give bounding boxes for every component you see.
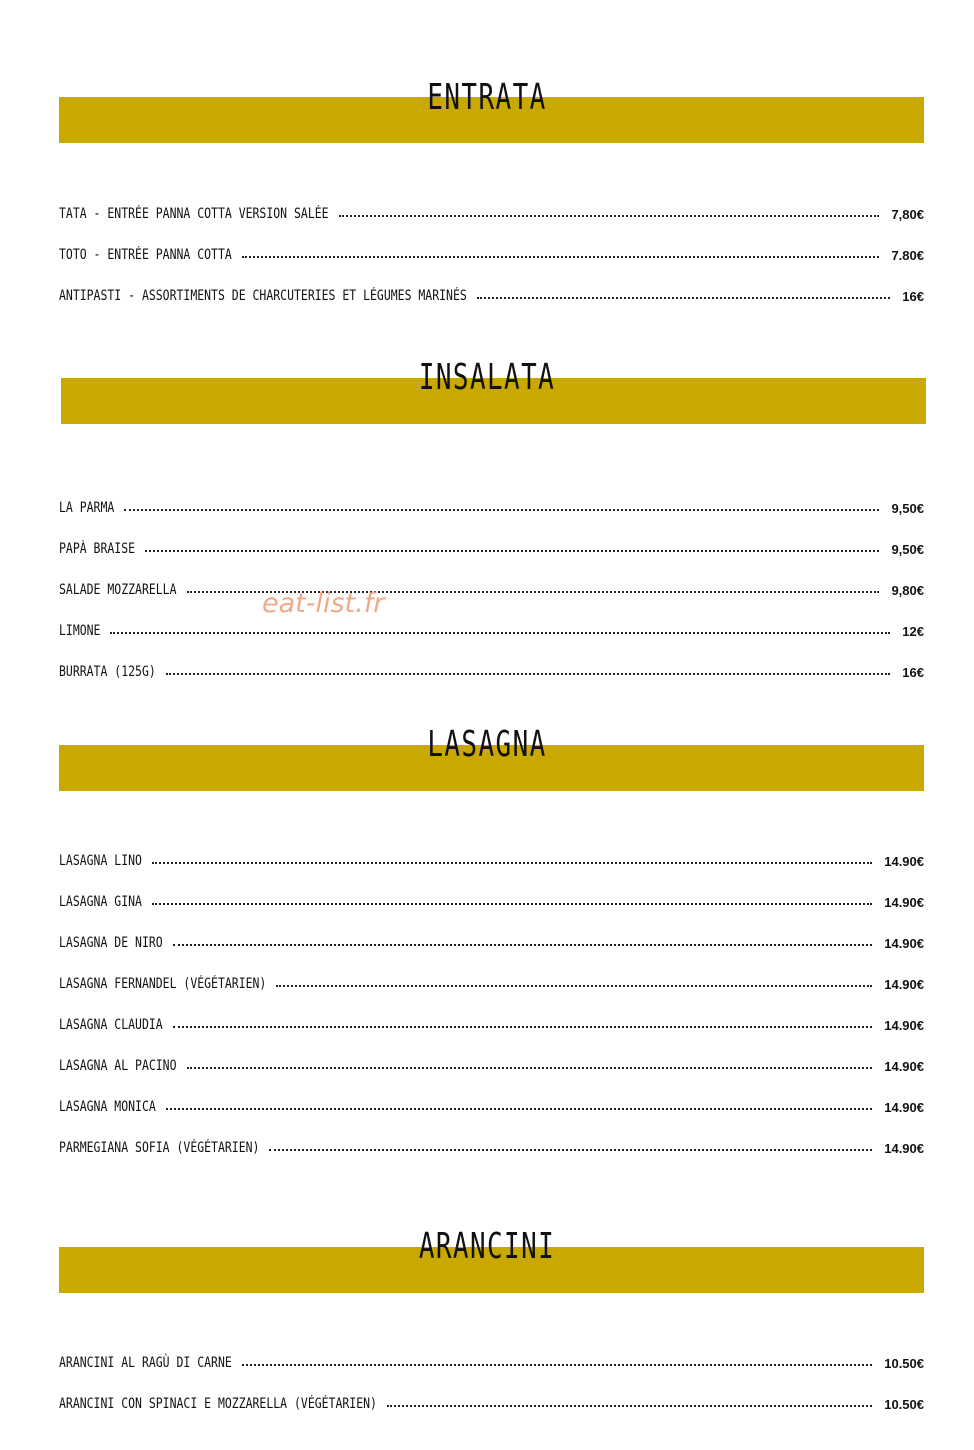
item-name: SALADE MOZZARELLA <box>59 582 177 598</box>
item-price: 14.90€ <box>884 853 924 869</box>
menu-item <box>59 1138 924 1158</box>
item-price: 7.80€ <box>891 247 924 263</box>
section-title: ARANCINI <box>418 1226 556 1267</box>
menu-item <box>59 245 924 265</box>
item-price: 12€ <box>902 623 924 639</box>
watermark-text: eat-list.fr <box>262 588 385 619</box>
dotted-leader <box>173 1026 873 1028</box>
dotted-leader <box>339 215 880 217</box>
menu-item <box>59 204 924 224</box>
item-name: LASAGNA GINA <box>59 894 142 910</box>
dotted-leader <box>173 944 873 946</box>
dotted-leader <box>187 1067 873 1069</box>
dotted-leader <box>477 297 891 299</box>
dotted-leader <box>152 903 872 905</box>
item-name: LIMONE <box>59 623 101 639</box>
menu-item <box>59 851 924 871</box>
item-price: 7,80€ <box>891 206 924 222</box>
item-price: 14.90€ <box>884 1099 924 1115</box>
menu-item <box>59 1015 924 1035</box>
section-title: INSALATA <box>418 357 556 398</box>
item-price: 14.90€ <box>884 1058 924 1074</box>
item-price: 10.50€ <box>884 1355 924 1371</box>
menu-item <box>59 286 924 306</box>
dotted-leader <box>242 256 880 258</box>
item-name: ARANCINI CON SPINACI E MOZZARELLA (VÉGÉTARIEN) <box>59 1396 377 1412</box>
item-name: PAPÀ BRAISE <box>59 541 136 557</box>
menu-item <box>59 662 924 682</box>
dotted-leader <box>276 985 872 987</box>
menu-item <box>59 933 924 953</box>
item-name: LASAGNA LINO <box>59 853 142 869</box>
dotted-leader <box>269 1149 872 1151</box>
item-name: LASAGNA FERNANDEL (VÉGÉTARIEN) <box>59 976 267 992</box>
section-title: LASAGNA <box>427 724 547 765</box>
item-price: 16€ <box>902 664 924 680</box>
dotted-leader <box>124 509 879 511</box>
item-name: LASAGNA MONICA <box>59 1099 156 1115</box>
menu-item <box>59 1394 924 1414</box>
item-price: 10.50€ <box>884 1396 924 1412</box>
dotted-leader <box>152 862 872 864</box>
item-price: 14.90€ <box>884 1017 924 1033</box>
dotted-leader <box>387 1405 872 1407</box>
menu-item <box>59 1056 924 1076</box>
menu-item <box>59 539 924 559</box>
item-price: 9,80€ <box>891 582 924 598</box>
item-price: 9,50€ <box>891 541 924 557</box>
item-price: 14.90€ <box>884 935 924 951</box>
item-name: ANTIPASTI - ASSORTIMENTS DE CHARCUTERIES ET LÉGUMES MARINÉS <box>59 288 467 304</box>
menu-item <box>59 498 924 518</box>
dotted-leader <box>166 1108 872 1110</box>
item-name: PARMEGIANA SOFIA (VÉGÉTARIEN) <box>59 1140 260 1156</box>
menu-item <box>59 974 924 994</box>
menu-item <box>59 580 924 600</box>
item-name: LA PARMA <box>59 500 115 516</box>
item-name: LASAGNA CLAUDIA <box>59 1017 163 1033</box>
menu-item <box>59 1097 924 1117</box>
item-name: ARANCINI AL RAGÙ DI CARNE <box>59 1355 232 1371</box>
item-name: LASAGNA DE NIRO <box>59 935 163 951</box>
item-price: 14.90€ <box>884 976 924 992</box>
dotted-leader <box>145 550 879 552</box>
dotted-leader <box>242 1364 872 1366</box>
dotted-leader <box>110 632 890 634</box>
item-name: TOTO - ENTRÉE PANNA COTTA <box>59 247 232 263</box>
item-name: TATA - ENTRÉE PANNA COTTA VERSION SALÉE <box>59 206 329 222</box>
item-price: 9,50€ <box>891 500 924 516</box>
menu-item <box>59 892 924 912</box>
dotted-leader <box>166 673 891 675</box>
section-title: ENTRATA <box>427 77 547 118</box>
menu-item <box>59 1353 924 1373</box>
item-price: 14.90€ <box>884 894 924 910</box>
item-name: LASAGNA AL PACINO <box>59 1058 177 1074</box>
item-name: BURRATA (125G) <box>59 664 156 680</box>
menu-item <box>59 621 924 641</box>
item-price: 16€ <box>902 288 924 304</box>
item-price: 14.90€ <box>884 1140 924 1156</box>
